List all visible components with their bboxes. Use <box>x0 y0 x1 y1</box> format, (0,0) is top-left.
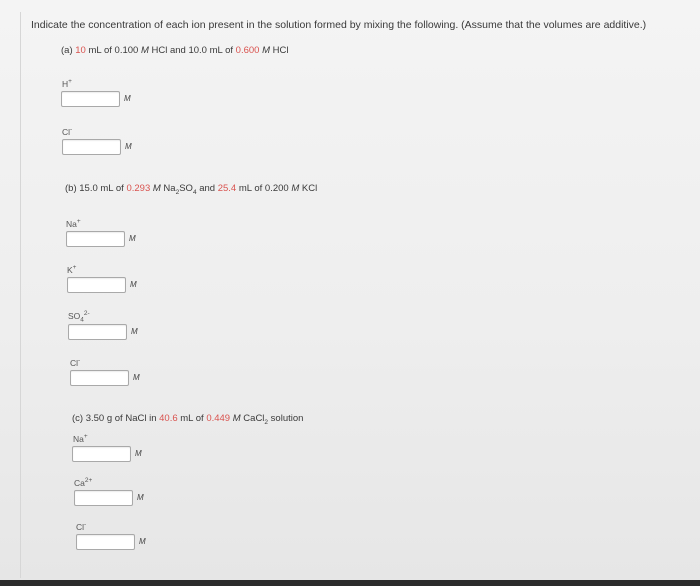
part-b-sub-4: 4 <box>192 188 197 196</box>
part-b-text-4: mL of 0.200 <box>236 183 292 194</box>
unit-label-h-plus-a: M <box>124 94 131 103</box>
label-h-plus-a: H+ <box>62 78 72 89</box>
part-a-text <box>61 45 288 56</box>
unit-label-cl-minus-a: M <box>125 142 132 151</box>
part-a-unit-1: M <box>140 45 149 56</box>
part-c-volume: 40.6 <box>159 413 178 424</box>
part-b-text <box>65 183 317 196</box>
unit-label-cl-minus-c: M <box>139 537 146 546</box>
question-instruction: Indicate the concentration of each ion present in the solution formed by mixing the following. (Assume that the volumes are additive.) <box>31 19 647 31</box>
label-cl-minus-a: Cl- <box>62 126 73 137</box>
answer-input-cl-minus-a[interactable] <box>62 139 121 155</box>
label-cl-minus-b: Cl- <box>70 357 81 368</box>
part-a-unit-2: M <box>262 45 270 56</box>
part-c-text-3: CaCl <box>240 413 265 424</box>
part-b-letter: (b) <box>65 183 77 194</box>
answer-input-h-plus-a[interactable] <box>61 91 120 107</box>
part-a-volume-1: 10 <box>75 45 86 56</box>
part-c-text-2: mL of <box>177 413 207 424</box>
part-b-volume-2: 25.4 <box>217 183 237 194</box>
part-a-letter: (a) <box>61 45 73 56</box>
part-c-text-4: solution <box>268 413 304 424</box>
answer-input-na-plus-c[interactable] <box>72 446 131 462</box>
unit-label-na-plus-c: M <box>135 449 142 458</box>
part-c-text <box>72 413 303 426</box>
part-b-text-5: KCl <box>299 183 318 194</box>
part-b-sub-2: 2 <box>175 188 180 196</box>
part-b-text-2: Na <box>160 183 176 194</box>
answer-input-na-plus-b[interactable] <box>66 231 125 247</box>
label-na-plus-b: Na+ <box>66 218 81 229</box>
part-b-text-1: 15.0 mL of <box>76 183 127 194</box>
bottom-edge-bar <box>0 580 700 586</box>
unit-label-na-plus-b: M <box>129 234 136 243</box>
part-c-sub-2: 2 <box>264 418 269 426</box>
part-b-text-3: and <box>196 183 218 194</box>
answer-input-k-plus-b[interactable] <box>67 277 126 293</box>
answer-input-cl-minus-c[interactable] <box>76 534 135 550</box>
answer-input-ca-2plus-c[interactable] <box>74 490 133 506</box>
part-a-text-3: HCl <box>270 45 289 56</box>
part-a-text-2: HCl and 10.0 mL of <box>148 45 236 56</box>
part-b-unit-1: M <box>152 183 161 194</box>
answer-input-sulfate-b[interactable] <box>68 324 127 340</box>
part-a-text-1: mL of 0.100 <box>85 45 141 56</box>
part-c-letter: (c) <box>72 413 84 424</box>
part-c-unit: M <box>232 413 241 424</box>
answer-input-cl-minus-b[interactable] <box>70 370 129 386</box>
label-cl-minus-c: Cl- <box>76 521 87 532</box>
part-c-concentration: 0.449 <box>206 413 231 424</box>
label-k-plus-b: K+ <box>67 264 77 275</box>
unit-label-ca-2plus-c: M <box>137 493 144 502</box>
unit-label-sulfate-b: M <box>131 327 138 336</box>
unit-label-cl-minus-b: M <box>133 373 140 382</box>
label-ca-2plus-c: $Ca^{2+}$ <box>74 477 93 488</box>
unit-label-k-plus-b: M <box>130 280 137 289</box>
part-a-concentration-2: 0.600 <box>235 45 260 56</box>
label-sulfate-b: $SO_4^{2-}$ <box>68 310 90 324</box>
part-b-so: SO <box>179 183 193 194</box>
part-b-concentration-1: 0.293 <box>126 183 151 194</box>
label-na-plus-c: Na+ <box>73 433 88 444</box>
part-c-text-1: 3.50 g of NaCl in <box>83 413 160 424</box>
part-b-unit-2: M <box>291 183 300 194</box>
